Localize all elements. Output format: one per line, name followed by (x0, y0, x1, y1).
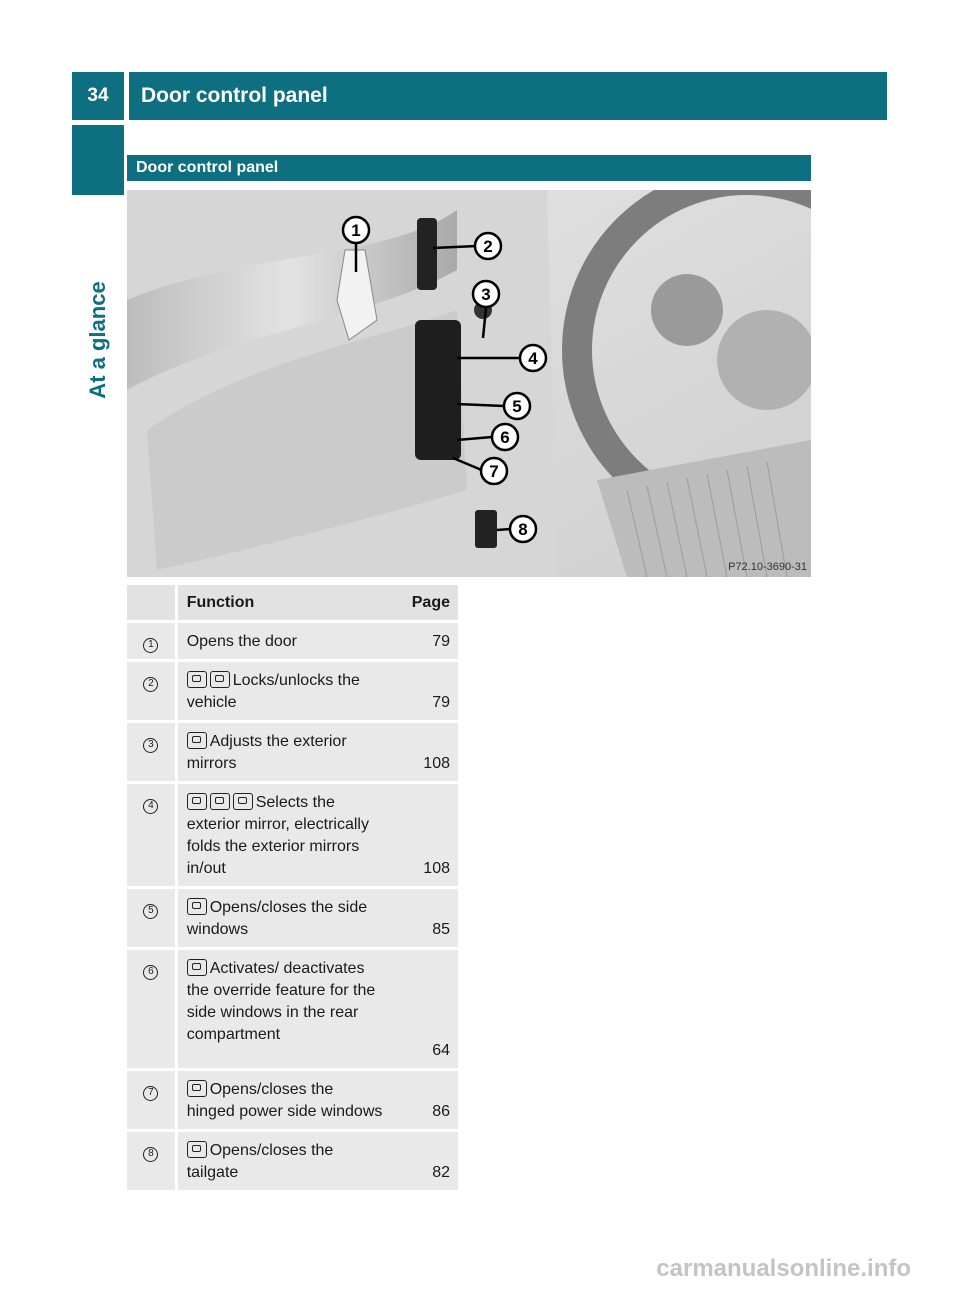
override-icon (187, 959, 207, 976)
mirror-left-icon (187, 793, 207, 810)
unlock-icon (187, 671, 207, 688)
row-marker: 6 (143, 965, 158, 980)
table-row (127, 723, 458, 784)
row-function: Opens/closes the side windows (178, 889, 386, 950)
header-number (127, 585, 178, 623)
callout-1 (343, 217, 369, 243)
table-row (127, 662, 458, 723)
side-window-icon (187, 898, 207, 915)
row-page: 85 (386, 889, 458, 950)
callout-2 (475, 233, 501, 259)
lock-switch (417, 218, 437, 290)
table-row (127, 1132, 458, 1193)
row-function: Adjusts the exterior mirrors (178, 723, 386, 784)
row-marker: 8 (143, 1147, 158, 1162)
svg-text:4: 4 (528, 349, 538, 368)
table-row (127, 950, 458, 1071)
row-marker: 5 (143, 904, 158, 919)
callout-4 (520, 345, 546, 371)
row-marker: 1 (143, 638, 158, 653)
row-page: 79 (386, 623, 458, 662)
row-marker: 3 (143, 738, 158, 753)
svg-text:6: 6 (500, 428, 510, 447)
side-tab-marker (72, 125, 124, 195)
callout-3 (473, 281, 499, 307)
mirror-right-icon (233, 793, 253, 810)
svg-text:2: 2 (483, 237, 493, 256)
mirror-adjust-icon (187, 732, 207, 749)
header-function: Function (178, 585, 386, 623)
door-panel-illustration (127, 190, 811, 577)
callout-6 (492, 424, 518, 450)
row-page: 108 (386, 723, 458, 784)
window-switch-block (415, 320, 461, 460)
svg-text:7: 7 (489, 462, 499, 481)
table-header-row (127, 585, 458, 623)
row-function: Activates/ deactivates the override feature for the side windows in the rear compartment (178, 950, 386, 1071)
svg-text:5: 5 (512, 397, 522, 416)
callout-5 (504, 393, 530, 419)
row-function: Locks/unlocks the vehicle (178, 662, 386, 723)
svg-text:8: 8 (518, 520, 528, 539)
function-table (127, 585, 458, 1193)
table-row (127, 623, 458, 662)
callout-7 (481, 458, 507, 484)
row-page: 79 (386, 662, 458, 723)
figure-reference-code: P72.10-3690-31 (728, 561, 807, 573)
tailgate-switch (475, 510, 497, 548)
section-heading: Door control panel (127, 155, 811, 181)
row-page: 64 (386, 950, 458, 1071)
row-function: Opens/closes the tailgate (178, 1132, 386, 1193)
mirror-fold-icon (210, 793, 230, 810)
row-function: Selects the exterior mirror, electrically folds the exterior mirrors in/out (178, 784, 386, 889)
row-marker: 7 (143, 1086, 158, 1101)
row-page: 82 (386, 1132, 458, 1193)
row-function: Opens/closes the hinged power side windows (178, 1071, 386, 1132)
lock-icon (210, 671, 230, 688)
hinged-window-icon (187, 1080, 207, 1097)
side-section-label: At a glance (85, 281, 110, 399)
row-marker: 2 (143, 677, 158, 692)
page-number: 34 (72, 72, 124, 120)
header-page: Page (386, 585, 458, 623)
svg-text:3: 3 (481, 285, 491, 304)
callout-8 (510, 516, 536, 542)
table-row (127, 1071, 458, 1132)
row-page: 108 (386, 784, 458, 889)
tailgate-icon (187, 1141, 207, 1158)
page-header-title: Door control panel (129, 72, 887, 120)
row-page: 86 (386, 1071, 458, 1132)
door-panel-figure (127, 190, 811, 577)
watermark: carmanualsonline.info (656, 1255, 911, 1282)
row-marker: 4 (143, 799, 158, 814)
row-function: Opens the door (178, 623, 386, 662)
table-row (127, 889, 458, 950)
svg-text:1: 1 (351, 221, 361, 240)
table-row (127, 784, 458, 889)
